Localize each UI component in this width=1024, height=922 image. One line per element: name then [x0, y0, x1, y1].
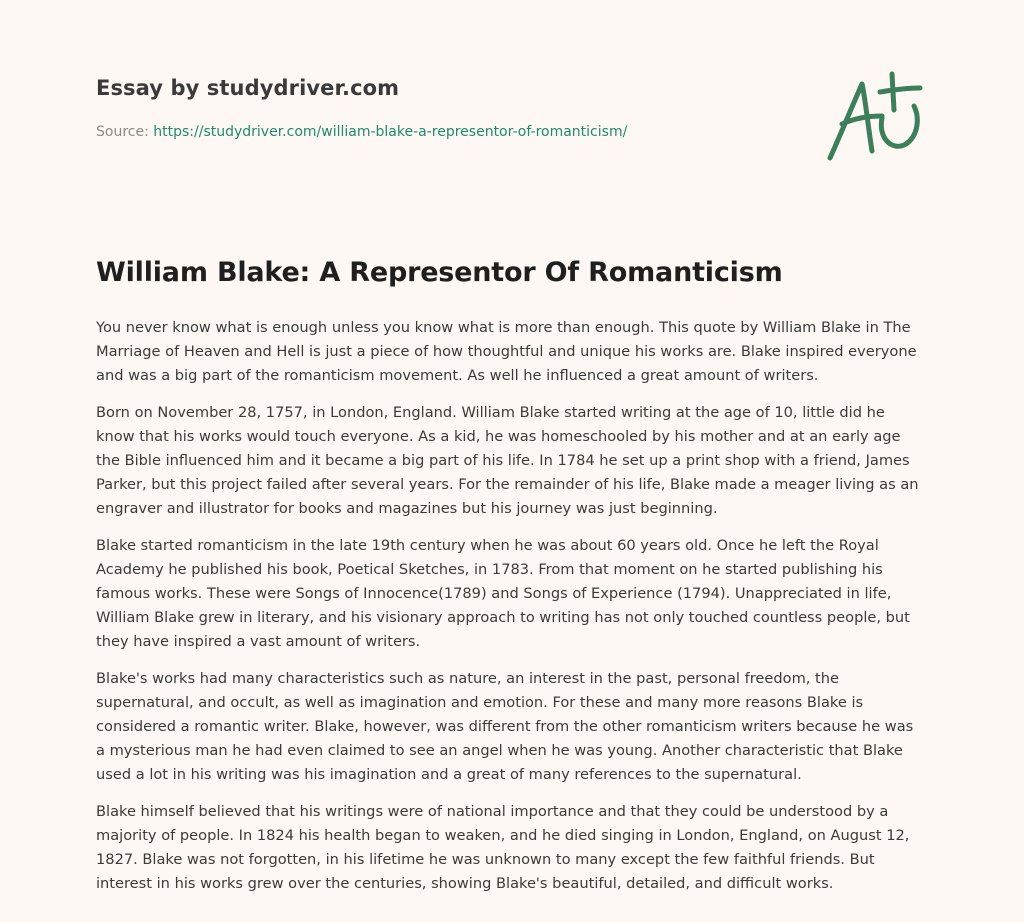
a-plus-logo-icon: [820, 66, 930, 166]
paragraph-2: Born on November 28, 1757, in London, England. William Blake started writing at the age of 10, little did he know that his works would touch everyone. As a kid, he was homeschooled by his mother and at an early age the Bible influenced him and it became a big part of his life. In 1784 he set up a print shop with a friend, James Parker, but this project failed after several years. For the remainder of his life, Blake made a meager living as an engraver and illustrator for books and magazines but his journey was just beginning.: [96, 404, 919, 517]
paragraph-4: Blake's works had many characteristics such as nature, an interest in the past, personal freedom, the supernatural, and occult, as well as imagination and emotion. For these and many more reasons Blake is considered a romantic writer. Blake, however, was different from the other romanticism writers because he was a mysterious man he had even claimed to see an angel when he was young. Another characteristic that Blake used a lot in his writing was his imagination and a great of many references to the supernatural.: [96, 670, 914, 783]
paragraph-3: Blake started romanticism in the late 19th century when he was about 60 years old. Once he left the Royal Academy he published his book, Poetical Sketches, in 1783. From that moment on he started publishing his famous works. These were Songs of Innocence(1789) and Songs of Experience (1794). Unappreciated in life, William Blake grew in literary, and his visionary approach to writing has not only touched countless people, but they have inspired a vast amount of writers.: [96, 537, 910, 650]
source-label: Source:: [96, 124, 154, 140]
essay-body: [96, 316, 926, 909]
source-link[interactable]: https://studydriver.com/william-blake-a-representor-of-romanticism/: [153, 124, 628, 140]
paragraph-5: Blake himself believed that his writings were of national importance and that they could be understood by a majority of people. In 1824 his health began to weaken, and he died singing in London, England, on August 12, 1827. Blake was not forgotten, in his lifetime he was unknown to many except the few faithful friends. But interest in his works grew over the centuries, showing Blake's beautiful, detailed, and difficult works.: [96, 803, 910, 892]
source-line: [96, 124, 627, 140]
paragraph-1: You never know what is enough unless you know what is more than enough. This quote by William Blake in The Marriage of Heaven and Hell is just a piece of how thoughtful and unique his works are. Blake inspired everyone and was a big part of the romanticism movement. As well he influenced a great amount of writers.: [96, 319, 917, 384]
essay-title: William Blake: A Representor Of Romanticism: [96, 257, 783, 288]
site-title: Essay by studydriver.com: [96, 76, 400, 100]
